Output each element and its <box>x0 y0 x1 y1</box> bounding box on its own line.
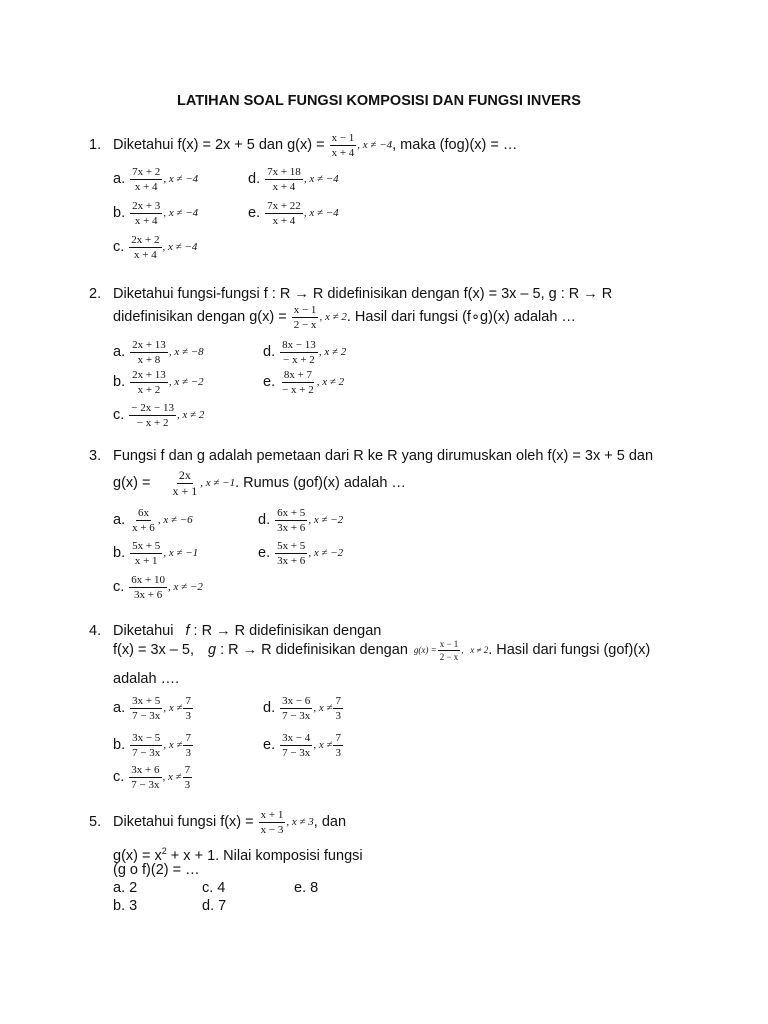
question-3-line-1: Fungsi f dan g adalah pemetaan dari R ke R yang dirumuskan oleh f(x) = 3x + 5 dan <box>113 448 654 464</box>
q1-option-e[interactable]: e. $\frac{7x + 22}{x + 4}$ , x ≠ −4 <box>248 199 339 227</box>
question-3-line-2 <box>113 465 406 501</box>
q3-g-condition: , x ≠ −1 <box>200 477 236 489</box>
page-title: LATIHAN SOAL FUNGSI KOMPOSISI DAN FUNGSI INVERS <box>177 93 581 109</box>
q4-option-a[interactable]: a. $\frac{3x + 5}{7 - 3x}$ , x ≠ $\frac{7}{3}$ <box>113 694 191 722</box>
q4-option-c[interactable]: c. $\frac{3x + 6}{7 - 3x}$ , x ≠ $\frac{7}{3}$ <box>113 763 191 791</box>
q2-option-d[interactable]: d. $\frac{8x - 13}{- x + 2}$ , x ≠ 2 <box>263 338 347 366</box>
q4-option-b[interactable]: b. $\frac{3x - 5}{7 - 3x}$ , x ≠ $\frac{7}{3}$ <box>113 731 191 759</box>
question-5-line-1: Diketahui fungsi f(x) = $\frac{x + 1}{x - 3}$ , x ≠ 3 , dan <box>113 808 347 836</box>
question-2-number: 2. <box>89 286 102 302</box>
q5-option-b[interactable]: b. 3 <box>113 898 138 914</box>
q3-stem-end: . Rumus (gof)(x) adalah … <box>235 475 406 491</box>
q3-option-e[interactable]: e. $\frac{5x + 5}{3x + 6}$ , x ≠ −2 <box>258 539 344 567</box>
q2-option-c[interactable]: c. $\frac{- 2x - 13}{- x + 2}$ , x ≠ 2 <box>113 401 205 429</box>
q5-option-c[interactable]: c. 4 <box>202 880 226 896</box>
q2-stem-end: . Hasil dari fungsi (f∘g)(x) adalah … <box>346 309 576 325</box>
q5-option-d[interactable]: d. 7 <box>202 898 227 914</box>
question-5-number: 5. <box>89 814 102 830</box>
q3-option-c[interactable]: c. $\frac{6x + 10}{3x + 6}$ , x ≠ −2 <box>113 573 203 601</box>
q3-option-b[interactable]: b. $\frac{5x + 5}{x + 1}$ , x ≠ −1 <box>113 539 199 567</box>
q2-g-condition: , x ≠ 2 <box>319 311 347 323</box>
q1-option-c[interactable]: c. $\frac{2x + 2}{x + 4}$ , x ≠ −4 <box>113 233 198 261</box>
q4-option-e[interactable]: e. $\frac{3x - 4}{7 - 3x}$ , x ≠ $\frac{7}{3}$ <box>263 731 341 759</box>
question-3-number: 3. <box>89 448 102 464</box>
question-4-number: 4. <box>89 623 102 639</box>
q5-f-fraction: $\frac{x + 1}{x - 3}$ <box>260 808 284 836</box>
q1-option-a[interactable]: a. $\frac{7x + 2}{x + 4}$ , x ≠ −4 <box>113 165 199 193</box>
q2-option-a[interactable]: a. $\frac{2x + 13}{x + 8}$ , x ≠ −8 <box>113 338 204 366</box>
question-4-line-1: Diketahui f : R → R didefinisikan dengan <box>113 623 382 639</box>
question-2-line-2 <box>113 300 576 334</box>
q5-option-e[interactable]: e. 8 <box>294 880 319 896</box>
q5-option-a[interactable]: a. 2 <box>113 880 138 896</box>
q1-stem-text: Diketahui f(x) = 2x + 5 dan g(x) = <box>113 137 325 153</box>
q1-option-b[interactable]: b. $\frac{2x + 3}{x + 4}$ , x ≠ −4 <box>113 199 199 227</box>
q3-g-fraction: $\frac{2x}{x + 1}$ <box>172 467 198 498</box>
question-2-line-1: Diketahui fungsi-fungsi f : R → R didefinisikan dengan f(x) = 3x – 5, g : R → R <box>113 286 613 302</box>
question-5-line-3: (g o f)(2) = … <box>113 862 200 878</box>
q2-option-e[interactable]: e. $\frac{8x + 7}{- x + 2}$ , x ≠ 2 <box>263 368 345 396</box>
question-4-line-3: adalah …. <box>113 671 180 687</box>
question-5-line-2: $g(x) = x^2 + x + 1$. Nilai komposisi fungsi <box>113 846 363 864</box>
q2-stem-text: didefinisikan dengan g(x) = <box>113 309 287 325</box>
q3-stem-text: g(x) = <box>113 475 151 491</box>
q4-option-d[interactable]: d. $\frac{3x - 6}{7 - 3x}$ , x ≠ $\frac{7}{3}$ <box>263 694 341 722</box>
q3-option-d[interactable]: d. $\frac{6x + 5}{3x + 6}$ , x ≠ −2 <box>258 506 344 534</box>
q4-g-definition: g(x) = $\frac{x - 1}{2 - x}$ , x ≠ 2 <box>413 638 489 662</box>
question-1-number: 1. <box>89 137 102 153</box>
q1-stem-end: , maka (fog)(x) = … <box>392 137 518 153</box>
q2-option-b[interactable]: b. $\frac{2x + 13}{x + 2}$ , x ≠ −2 <box>113 368 204 396</box>
q1-g-condition: , x ≠ −4 <box>357 139 393 151</box>
q1-option-d[interactable]: d. $\frac{7x + 18}{x + 4}$ , x ≠ −4 <box>248 165 339 193</box>
q1-g-fraction: $\frac{x - 1}{x + 4}$ <box>331 131 355 159</box>
question-1-stem <box>113 128 517 162</box>
q3-option-a[interactable]: a. $\frac{6x}{x + 6}$ , x ≠ −6 <box>113 506 193 534</box>
q2-g-fraction: $\frac{x - 1}{2 - x}$ <box>293 303 317 331</box>
question-4-line-2: f(x) = 3x – 5, g : R → R didefinisikan dengan g(x) = $\frac{x - 1}{2 - x}$ , x ≠ 2 . Hasil dari fungsi (gof)(x) <box>113 638 651 662</box>
